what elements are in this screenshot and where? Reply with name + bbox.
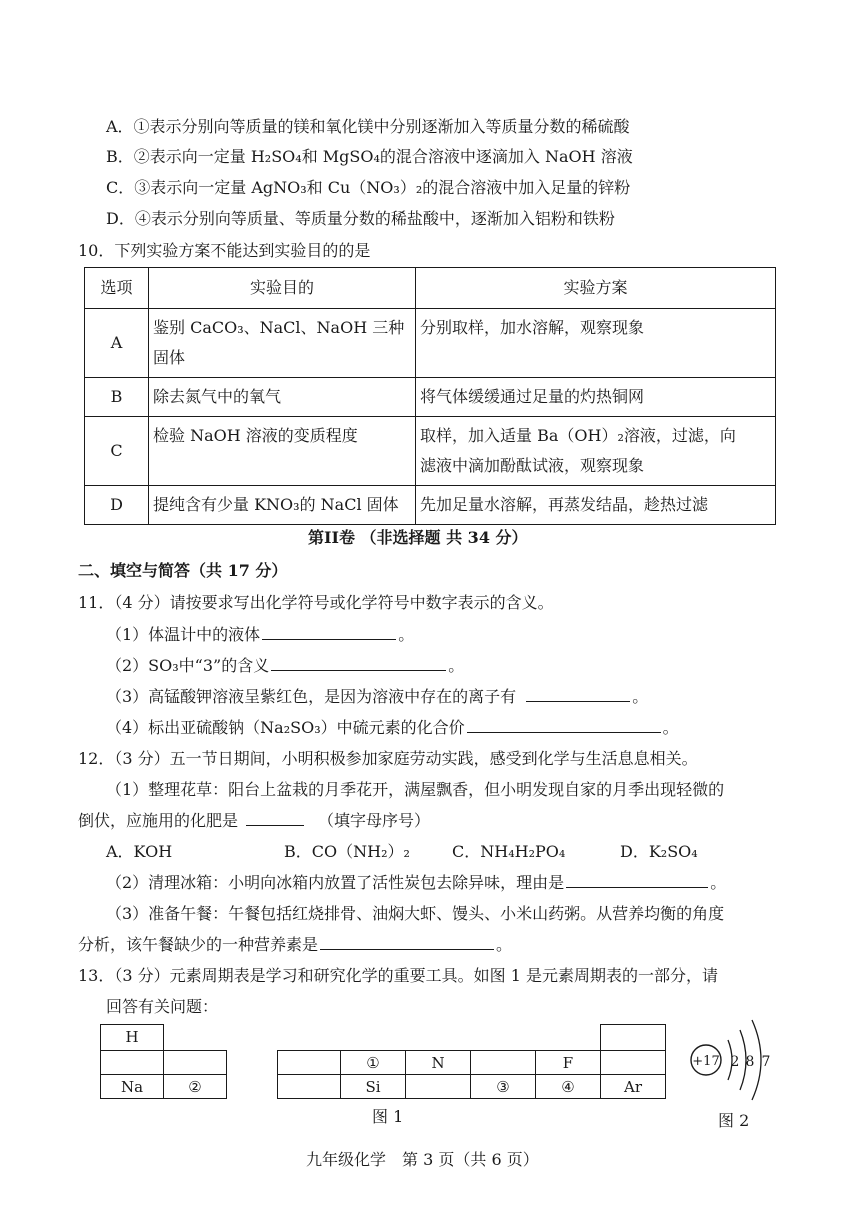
row-goal: 固体 <box>153 348 186 367</box>
page-footer: 九年级化学 第 3 页（共 6 页） <box>306 1150 539 1169</box>
table-row <box>85 378 776 417</box>
part-title: 第II卷 （非选择题 共 34 分） <box>308 528 528 547</box>
q12-stem: 12．（3 分）五一节日期间，小明积极参加家庭劳动实践，感受到化学与生活息息相关。 <box>78 749 698 768</box>
cell-empty <box>163 1050 227 1075</box>
cell-1: ① <box>340 1050 406 1075</box>
shell-2-electrons: 8 <box>745 1054 755 1070</box>
row-plan: 滤液中滴加酚酞试液，观察现象 <box>420 456 645 475</box>
q11-item-4: （4）标出亚硫酸钠（Na₂SO₃）中硫元素的化合价 。 <box>106 718 679 737</box>
cell-empty <box>600 1050 666 1075</box>
cell-f: F <box>535 1050 601 1075</box>
cell-empty <box>277 1074 341 1099</box>
row-plan: 分别取样，加水溶解，观察现象 <box>416 309 776 378</box>
q12-part3-line2: 分析，该午餐缺少的一种营养素是 。 <box>78 935 513 954</box>
row-goal: 鉴别 CaCO₃、NaCl、NaOH 三种 <box>153 318 405 337</box>
cell-empty <box>600 1024 666 1051</box>
cell-ar: Ar <box>600 1074 666 1099</box>
table-row <box>85 486 776 525</box>
section-title: 二、填空与简答（共 17 分） <box>78 561 288 580</box>
row-goal: 检验 NaOH 溶液的变质程度 <box>149 417 416 486</box>
q11-item-3: （3）高锰酸钾溶液呈紫红色，是因为溶液中存在的离子有 。 <box>106 687 649 706</box>
shell-3-electrons: 7 <box>761 1054 771 1070</box>
q13-stem-2: 回答有关问题： <box>106 997 219 1016</box>
q12-part1-line1: （1）整理花草：阳台上盆栽的月季花开，满屋飘香，但小明发现自家的月季出现轻微的 <box>106 780 725 799</box>
row-goal: 除去氮气中的氧气 <box>149 378 416 417</box>
q9-option-a: A．①表示分别向等质量的镁和氧化镁中分别逐渐加入等质量分数的稀硫酸 <box>106 117 630 136</box>
cell-4: ④ <box>535 1074 601 1099</box>
q11-item-1: （1）体温计中的液体 。 <box>106 625 415 644</box>
row-plan: 先加足量水溶解，再蒸发结晶，趁热过滤 <box>416 486 776 525</box>
table-header: 实验方案 <box>416 268 776 309</box>
q9-option-d: D．④表示分别向等质量、等质量分数的稀盐酸中，逐渐加入铝粉和铁粉 <box>106 209 615 228</box>
table-header: 选项 <box>85 268 149 309</box>
q9-option-c: C．③表示向一定量 AgNO₃和 Cu（NO₃）₂的混合溶液中加入足量的锌粉 <box>106 178 631 197</box>
cell-na: Na <box>100 1074 164 1099</box>
row-plan: 取样，加入适量 Ba（OH）₂溶液，过滤，向 <box>420 426 736 445</box>
q12-choice-b: B．CO（NH₂）₂ <box>284 842 410 861</box>
row-goal: 提纯含有少量 KNO₃的 NaCl 固体 <box>149 486 416 525</box>
q9-option-b: B．②表示向一定量 H₂SO₄和 MgSO₄的混合溶液中逐滴加入 NaOH 溶液 <box>106 147 633 166</box>
cell-2: ② <box>163 1074 227 1099</box>
q10-stem: 10．下列实验方案不能达到实验目的的是 <box>78 241 371 260</box>
row-option: D <box>85 486 149 525</box>
cell-si: Si <box>340 1074 406 1099</box>
experiment-table <box>84 267 776 525</box>
row-plan: 将气体缓缓通过足量的灼热铜网 <box>416 378 776 417</box>
cell-n: N <box>405 1050 471 1075</box>
q11-stem: 11．（4 分）请按要求写出化学符号或化学符号中数字表示的含义。 <box>78 593 554 612</box>
shell-1-electrons: 2 <box>730 1054 740 1070</box>
q12-choice-a: A．KOH <box>106 842 173 861</box>
nucleus-charge: +17 <box>692 1054 720 1069</box>
figure-2-caption: 图 2 <box>718 1111 750 1130</box>
figure-1-caption: 图 1 <box>372 1107 404 1126</box>
q12-part1-line2: 倒伏，应施用的化肥是 （填字母序号） <box>78 811 431 830</box>
cell-empty <box>470 1050 536 1075</box>
table-header: 实验目的 <box>149 268 416 309</box>
q12-choice-c: C．NH₄H₂PO₄ <box>452 842 566 861</box>
q13-stem: 13．（3 分）元素周期表是学习和研究化学的重要工具。如图 1 是元素周期表的一部分，请 <box>78 966 718 985</box>
atom-structure-diagram <box>684 1014 784 1104</box>
row-option: B <box>85 378 149 417</box>
cell-3: ③ <box>470 1074 536 1099</box>
table-row <box>85 309 776 378</box>
q12-choice-d: D．K₂SO₄ <box>620 842 698 861</box>
row-option: A <box>85 309 149 378</box>
row-option: C <box>85 417 149 486</box>
table-row <box>85 417 776 486</box>
q11-item-2: （2）SO₃中“3”的含义 。 <box>106 656 465 675</box>
q12-part2: （2）清理冰箱：小明向冰箱内放置了活性炭包去除异味，理由是 。 <box>106 873 727 892</box>
cell-h: H <box>100 1024 164 1051</box>
cell-empty <box>100 1050 164 1075</box>
q12-part3-line1: （3）准备午餐：午餐包括红烧排骨、油焖大虾、馒头、小米山药粥。从营养均衡的角度 <box>106 904 725 923</box>
cell-empty <box>277 1050 341 1075</box>
cell-empty <box>405 1074 471 1099</box>
